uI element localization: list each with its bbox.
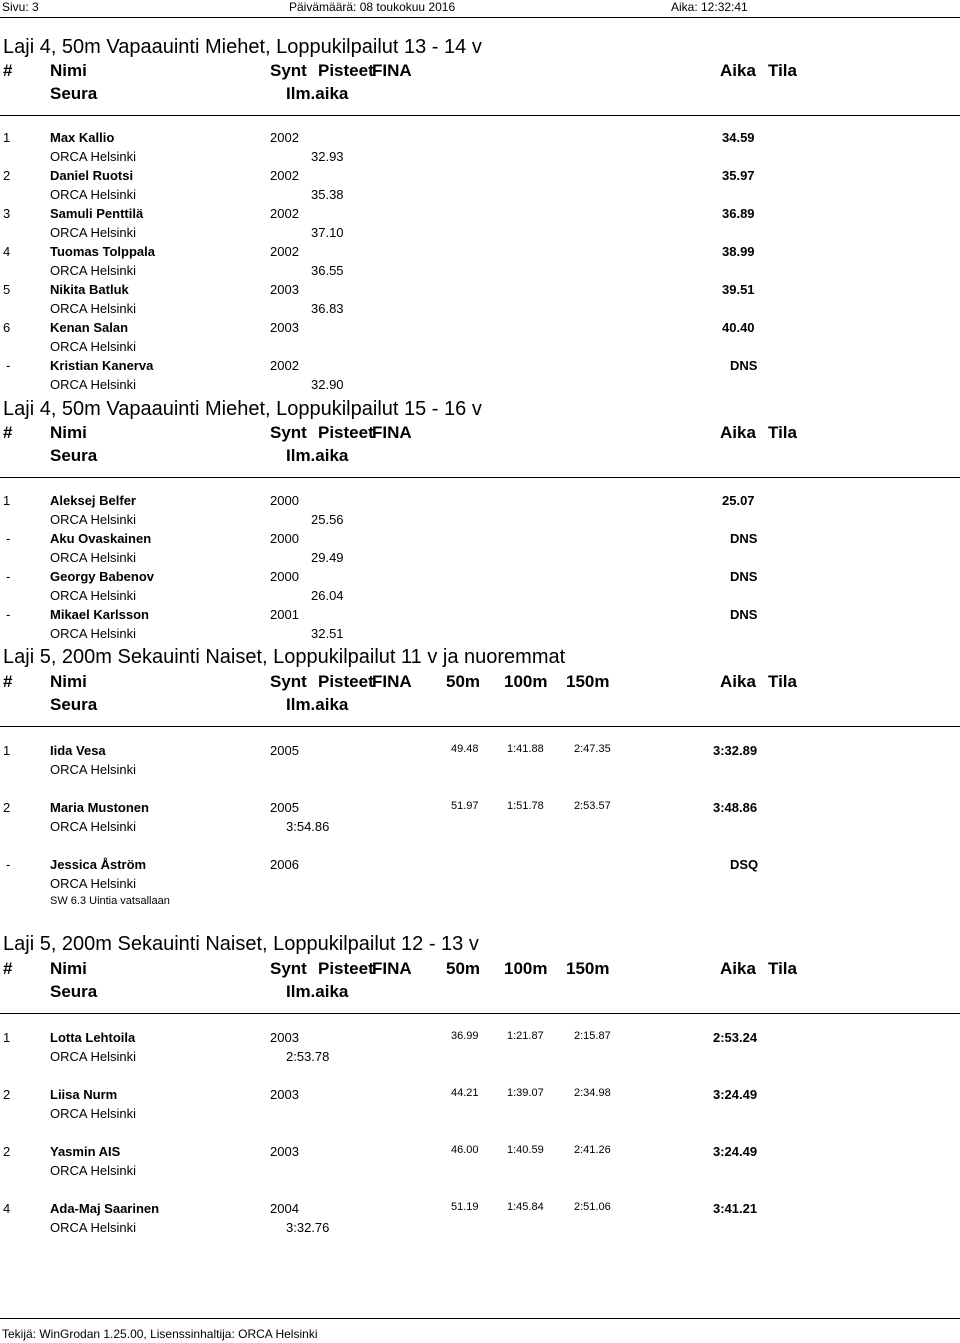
section-rule xyxy=(0,726,960,727)
entry-time: 32.51 xyxy=(311,626,344,641)
swimmer-name: Jessica Åström xyxy=(50,857,147,872)
final-time: DNS xyxy=(730,358,758,373)
col-split-100: 100m xyxy=(504,959,548,978)
col-year: Synt xyxy=(270,672,307,691)
col-time: Aika xyxy=(720,61,756,80)
club: ORCA Helsinki xyxy=(50,876,136,891)
birth-year: 2003 xyxy=(270,1030,299,1045)
col-status: Tila xyxy=(768,959,797,978)
col-name: Nimi xyxy=(50,672,87,691)
rank: - xyxy=(6,857,11,872)
print-time: Aika: 12:32:41 xyxy=(671,0,748,14)
split-50: 36.99 xyxy=(451,1030,479,1042)
club: ORCA Helsinki xyxy=(50,819,136,834)
split-100: 1:39.07 xyxy=(507,1087,544,1099)
birth-year: 2002 xyxy=(270,244,299,259)
col-name: Nimi xyxy=(50,423,87,442)
split-50: 44.21 xyxy=(451,1087,479,1099)
col-fina: FINA xyxy=(372,959,412,978)
entry-time: 36.55 xyxy=(311,263,344,278)
event-title: Laji 5, 200m Sekauinti Naiset, Loppukilpailut 11 v ja nuoremmat xyxy=(3,646,566,668)
swimmer-name: Max Kallio xyxy=(50,130,115,145)
birth-year: 2005 xyxy=(270,800,299,815)
col-rank: # xyxy=(3,61,13,80)
rank: 2 xyxy=(3,800,11,815)
event-title: Laji 4, 50m Vapaauinti Miehet, Loppukilpailut 13 - 14 v xyxy=(3,36,482,58)
birth-year: 2003 xyxy=(270,282,299,297)
swimmer-name: Iida Vesa xyxy=(50,743,106,758)
print-date: Päivämäärä: 08 toukokuu 2016 xyxy=(289,0,456,14)
col-fina: FINA xyxy=(372,61,412,80)
swimmer-name: Kenan Salan xyxy=(50,320,129,335)
club: ORCA Helsinki xyxy=(50,1106,136,1121)
disqualification-note: SW 6.3 Uintia vatsallaan xyxy=(50,895,170,907)
final-time: 35.97 xyxy=(722,168,755,183)
entry-time: 35.38 xyxy=(311,187,344,202)
col-points: Pisteet xyxy=(318,959,374,978)
birth-year: 2000 xyxy=(270,531,299,546)
col-club: Seura xyxy=(50,84,98,103)
split-50: 49.48 xyxy=(451,743,479,755)
club: ORCA Helsinki xyxy=(50,1049,136,1064)
final-time: 38.99 xyxy=(722,244,755,259)
final-time: DSQ xyxy=(730,857,759,872)
final-time: 3:24.49 xyxy=(713,1087,758,1102)
col-year: Synt xyxy=(270,61,307,80)
club: ORCA Helsinki xyxy=(50,626,136,641)
final-time: 25.07 xyxy=(722,493,755,508)
rank: 4 xyxy=(3,1201,11,1216)
swimmer-name: Georgy Babenov xyxy=(50,569,155,584)
col-points: Pisteet xyxy=(318,423,374,442)
entry-time: 29.49 xyxy=(311,550,344,565)
split-150: 2:47.35 xyxy=(574,743,611,755)
club: ORCA Helsinki xyxy=(50,377,136,392)
birth-year: 2000 xyxy=(270,493,299,508)
split-150: 2:15.87 xyxy=(574,1030,611,1042)
split-50: 51.19 xyxy=(451,1201,479,1213)
split-100: 1:51.78 xyxy=(507,800,544,812)
event-title: Laji 5, 200m Sekauinti Naiset, Loppukilpailut 12 - 13 v xyxy=(3,933,479,955)
rank: 2 xyxy=(3,1087,11,1102)
split-100: 1:21.87 xyxy=(507,1030,544,1042)
final-time: 3:32.89 xyxy=(713,743,758,758)
birth-year: 2003 xyxy=(270,1087,299,1102)
final-time: 3:24.49 xyxy=(713,1144,758,1159)
birth-year: 2004 xyxy=(270,1201,299,1216)
club: ORCA Helsinki xyxy=(50,550,136,565)
swimmer-name: Liisa Nurm xyxy=(50,1087,118,1102)
col-time: Aika xyxy=(720,672,756,691)
entry-time: 3:54.86 xyxy=(286,819,330,834)
club: ORCA Helsinki xyxy=(50,187,136,202)
split-50: 46.00 xyxy=(451,1144,479,1156)
entry-time: 32.93 xyxy=(311,149,344,164)
entry-time: 32.90 xyxy=(311,377,344,392)
swimmer-name: Tuomas Tolppala xyxy=(50,244,155,259)
rank: 2 xyxy=(3,168,11,183)
event-title: Laji 4, 50m Vapaauinti Miehet, Loppukilpailut 15 - 16 v xyxy=(3,398,482,420)
swimmer-name: Mikael Karlsson xyxy=(50,607,149,622)
birth-year: 2006 xyxy=(270,857,299,872)
club: ORCA Helsinki xyxy=(50,762,136,777)
rank: 1 xyxy=(3,1030,11,1045)
col-rank: # xyxy=(3,423,13,442)
final-time: 3:48.86 xyxy=(713,800,758,815)
club: ORCA Helsinki xyxy=(50,339,136,354)
page-number: Sivu: 3 xyxy=(2,0,39,14)
col-entry-time: Ilm.aika xyxy=(286,695,349,714)
col-club: Seura xyxy=(50,695,98,714)
col-entry-time: Ilm.aika xyxy=(286,84,349,103)
rank: 6 xyxy=(3,320,11,335)
final-time: 39.51 xyxy=(722,282,755,297)
col-year: Synt xyxy=(270,959,307,978)
section-rule xyxy=(0,1013,960,1014)
footer-text: Tekijä: WinGrodan 1.25.00, Lisenssinhaltija: ORCA Helsinki xyxy=(2,1327,318,1341)
birth-year: 2002 xyxy=(270,206,299,221)
split-100: 1:41.88 xyxy=(507,743,544,755)
col-points: Pisteet xyxy=(318,672,374,691)
swimmer-name: Yasmin AIS xyxy=(50,1144,121,1159)
split-150: 2:41.26 xyxy=(574,1144,611,1156)
col-split-100: 100m xyxy=(504,672,548,691)
swimmer-name: Daniel Ruotsi xyxy=(50,168,134,183)
rank: - xyxy=(6,607,11,622)
swimmer-name: Lotta Lehtoila xyxy=(50,1030,136,1045)
club: ORCA Helsinki xyxy=(50,149,136,164)
col-split-50: 50m xyxy=(446,959,481,978)
col-split-50: 50m xyxy=(446,672,481,691)
club: ORCA Helsinki xyxy=(50,263,136,278)
birth-year: 2000 xyxy=(270,569,299,584)
swimmer-name: Kristian Kanerva xyxy=(50,358,154,373)
final-time: 40.40 xyxy=(722,320,755,335)
swimmer-name: Aku Ovaskainen xyxy=(50,531,152,546)
swimmer-name: Aleksej Belfer xyxy=(50,493,136,508)
col-club: Seura xyxy=(50,446,98,465)
split-50: 51.97 xyxy=(451,800,479,812)
col-fina: FINA xyxy=(372,423,412,442)
club: ORCA Helsinki xyxy=(50,225,136,240)
club: ORCA Helsinki xyxy=(50,1220,136,1235)
rank: 4 xyxy=(3,244,11,259)
section-rule xyxy=(0,115,960,116)
col-rank: # xyxy=(3,959,13,978)
split-100: 1:40.59 xyxy=(507,1144,544,1156)
entry-time: 37.10 xyxy=(311,225,344,240)
col-fina: FINA xyxy=(372,672,412,691)
final-time: 2:53.24 xyxy=(713,1030,758,1045)
entry-time: 3:32.76 xyxy=(286,1220,330,1235)
col-points: Pisteet xyxy=(318,61,374,80)
section-rule xyxy=(0,477,960,478)
rank: 1 xyxy=(3,130,11,145)
rank: - xyxy=(6,569,11,584)
col-status: Tila xyxy=(768,672,797,691)
col-time: Aika xyxy=(720,959,756,978)
entry-time: 25.56 xyxy=(311,512,344,527)
col-entry-time: Ilm.aika xyxy=(286,982,349,1001)
rank: - xyxy=(6,358,11,373)
swimmer-name: Ada-Maj Saarinen xyxy=(50,1201,160,1216)
club: ORCA Helsinki xyxy=(50,512,136,527)
final-time: 34.59 xyxy=(722,130,755,145)
col-name: Nimi xyxy=(50,61,87,80)
col-split-150: 150m xyxy=(566,959,610,978)
final-time: DNS xyxy=(730,531,758,546)
col-rank: # xyxy=(3,672,13,691)
swimmer-name: Nikita Batluk xyxy=(50,282,129,297)
final-time: DNS xyxy=(730,569,758,584)
entry-time: 36.83 xyxy=(311,301,344,316)
rank: 3 xyxy=(3,206,11,221)
split-100: 1:45.84 xyxy=(507,1201,544,1213)
col-club: Seura xyxy=(50,982,98,1001)
col-name: Nimi xyxy=(50,959,87,978)
birth-year: 2003 xyxy=(270,1144,299,1159)
entry-time: 2:53.78 xyxy=(286,1049,330,1064)
birth-year: 2002 xyxy=(270,168,299,183)
split-150: 2:53.57 xyxy=(574,800,611,812)
birth-year: 2005 xyxy=(270,743,299,758)
col-time: Aika xyxy=(720,423,756,442)
rank: 1 xyxy=(3,743,11,758)
col-status: Tila xyxy=(768,423,797,442)
col-split-150: 150m xyxy=(566,672,610,691)
rank: - xyxy=(6,531,11,546)
col-year: Synt xyxy=(270,423,307,442)
birth-year: 2002 xyxy=(270,358,299,373)
split-150: 2:51.06 xyxy=(574,1201,611,1213)
club: ORCA Helsinki xyxy=(50,1163,136,1178)
club: ORCA Helsinki xyxy=(50,301,136,316)
final-time: 3:41.21 xyxy=(713,1201,758,1216)
rank: 5 xyxy=(3,282,11,297)
header-rule xyxy=(0,17,960,18)
rank: 1 xyxy=(3,493,11,508)
birth-year: 2002 xyxy=(270,130,299,145)
swimmer-name: Samuli Penttilä xyxy=(50,206,144,221)
final-time: DNS xyxy=(730,607,758,622)
col-status: Tila xyxy=(768,61,797,80)
birth-year: 2003 xyxy=(270,320,299,335)
club: ORCA Helsinki xyxy=(50,588,136,603)
entry-time: 26.04 xyxy=(311,588,344,603)
col-entry-time: Ilm.aika xyxy=(286,446,349,465)
birth-year: 2001 xyxy=(270,607,299,622)
final-time: 36.89 xyxy=(722,206,755,221)
footer-rule xyxy=(0,1318,960,1319)
swimmer-name: Maria Mustonen xyxy=(50,800,149,815)
split-150: 2:34.98 xyxy=(574,1087,611,1099)
rank: 2 xyxy=(3,1144,11,1159)
